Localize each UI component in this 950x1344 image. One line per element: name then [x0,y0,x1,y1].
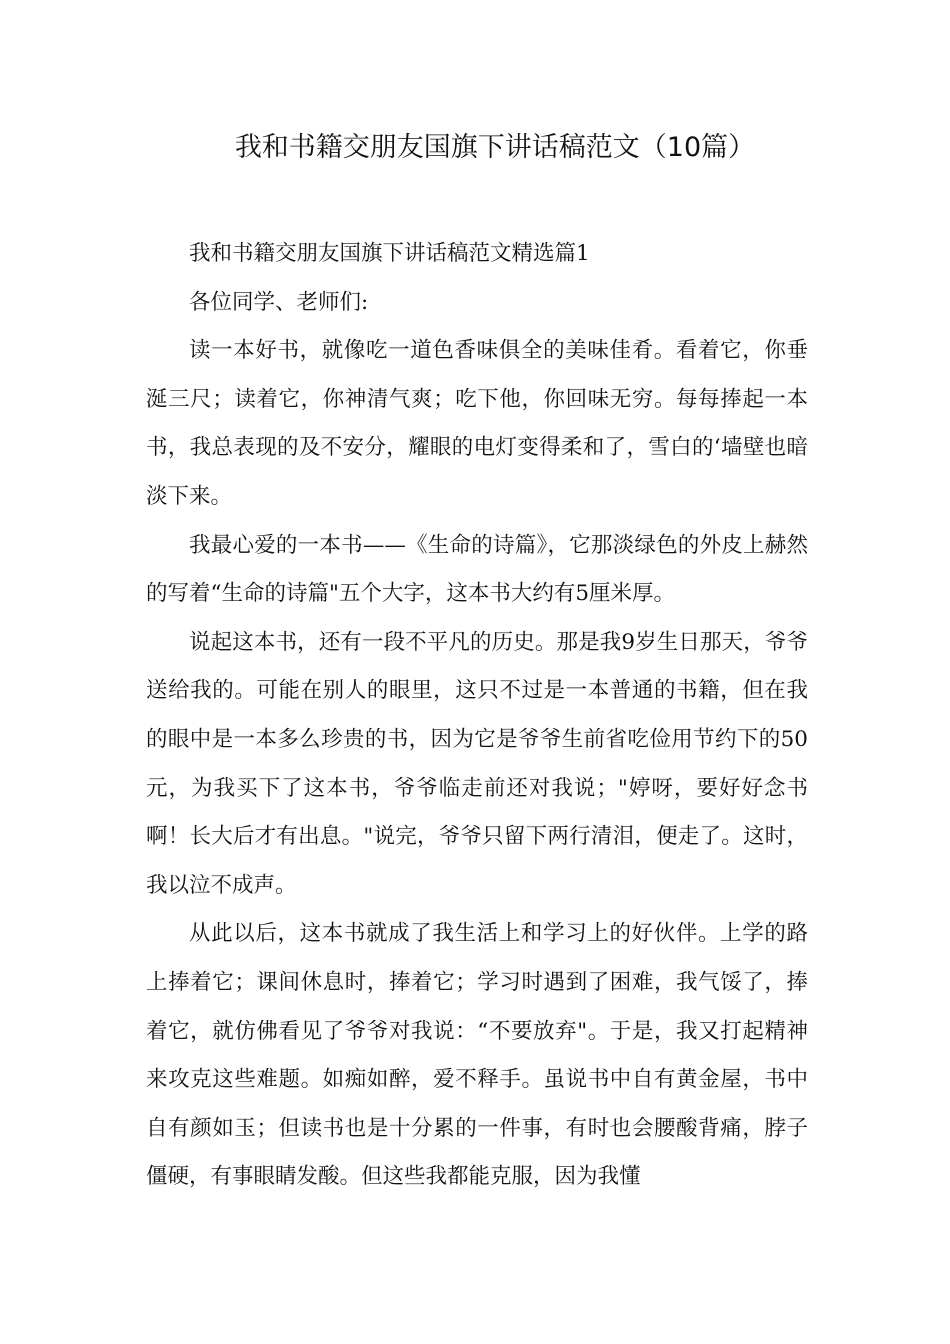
section-heading: 我和书籍交朋友国旗下讲话稿范文精选篇1 [189,241,590,266]
salutation: 各位同学、老师们: [189,289,369,315]
body-paragraph: 我最心爱的一本书——《生命的诗篇》，它那淡绿色的外皮上赫然的写着“生命的诗篇"五个大字，这本书大约有5厘米厚。 [146,532,808,607]
body-paragraph: 说起这本书，还有一段不平凡的历史。那是我9岁生日那天，爷爷送给我的。可能在别人的眼里，这只不过是一本普通的书籍，但在我的眼中是一本多么珍贵的书，因为它是爷爷生前省吃俭用节约下的50元，为我买下了这本书，爷爷临走前还对我说；"婷呀，要好好念书啊！长大后才有出息。"说完，爷爷只留下两行清泪，便走了。这时，我以泣不成声。 [146,629,808,898]
document-title: 我和书籍交朋友国旗下讲话稿范文（10篇） [234,132,756,163]
body-paragraph: 读一本好书，就像吃一道色香味俱全的美味佳肴。看着它，你垂涎三尺；读着它，你神清气爽；吃下他，你回味无穷。每每捧起一本书，我总表现的及不安分，耀眼的电灯变得柔和了，雪白的‘墙壁也暗淡下来。 [146,338,808,509]
document-body [146,230,808,1202]
body-paragraph: 从此以后，这本书就成了我生活上和学习上的好伙伴。上学的路上捧着它；课间休息时，捧着它；学习时遇到了困难，我气馁了，捧着它，就仿佛看见了爷爷对我说：“不要放弃"。于是，我又打起精神来攻克这些难题。如痴如醉，爱不释手。虽说书中自有黄金屋，书中自有颜如玉；但读书也是十分累的一件事，有时也会腰酸背痛，脖子僵硬，有事眼睛发酸。但这些我都能克服，因为我懂 [146,921,808,1190]
